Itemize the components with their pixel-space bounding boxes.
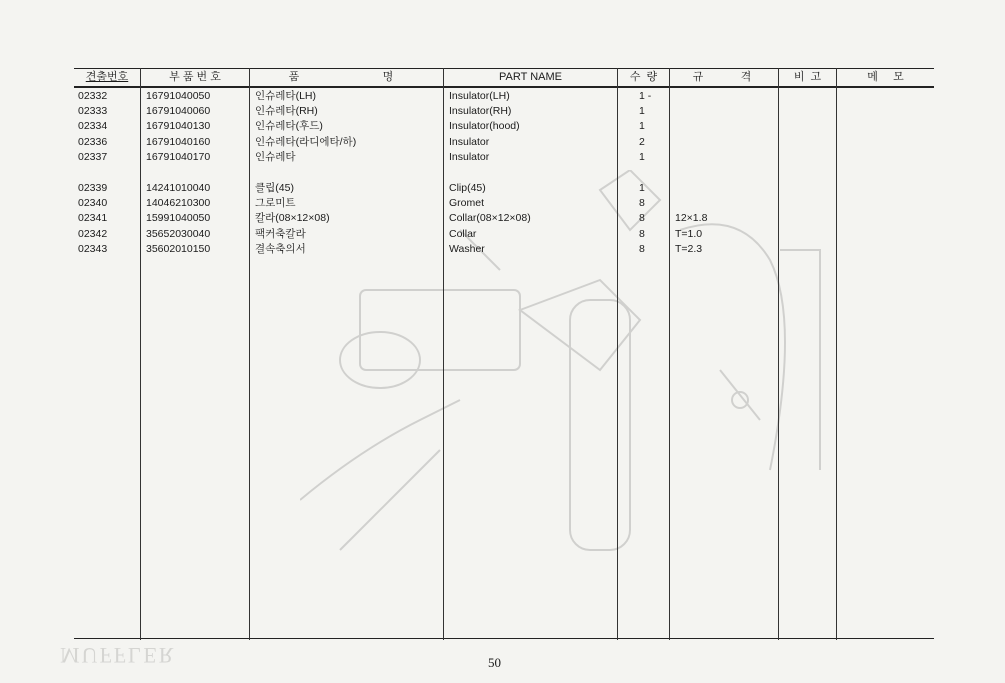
cell-qty: 8	[639, 228, 645, 240]
cell-qty: 2	[639, 136, 645, 148]
cell-spec: T=1.0	[675, 228, 703, 240]
cell-qty: 1	[639, 182, 645, 194]
cell-part-name: Insulator(LH)	[449, 90, 510, 102]
cell-name-ko: 팩커축칼라	[255, 228, 306, 240]
cell-qty: 1	[639, 120, 645, 132]
cell-part-name: Collar(08×12×08)	[449, 212, 531, 224]
cell-name-ko: 인슈레타(라디에타/하)	[255, 136, 357, 148]
cell-spec: 12×1.8	[675, 212, 708, 224]
cell-ref-no: 02343	[78, 243, 108, 255]
cell-part-no: 16791040060	[146, 105, 211, 117]
cell-part-name: Gromet	[449, 197, 485, 209]
cell-name-ko: 칼라(08×12×08)	[255, 212, 330, 224]
cell-part-no: 15991040050	[146, 212, 211, 224]
cell-qty: 8	[639, 197, 645, 209]
cell-part-no: 16791040160	[146, 136, 211, 148]
cell-part-no: 16791040050	[146, 90, 211, 102]
cell-name-ko: 인슈레타(RH)	[255, 105, 318, 117]
cell-ref-no: 02337	[78, 151, 108, 163]
header-spec-1: 규	[692, 71, 704, 83]
cell-name-ko: 인슈레타(LH)	[255, 90, 316, 102]
cell-ref-no: 02333	[78, 105, 108, 117]
cell-spec: T=2.3	[675, 243, 703, 255]
cell-qty: 8	[639, 243, 645, 255]
header-memo: 메 모	[867, 71, 904, 83]
cell-part-name: Washer	[449, 243, 485, 255]
column-divider	[140, 68, 141, 640]
cell-qty: 1	[639, 105, 645, 117]
header-bottom-rule	[74, 86, 934, 88]
header-part-no: 부 품 번 호	[169, 71, 221, 83]
cell-part-name: Insulator	[449, 136, 490, 148]
cell-part-no: 14241010040	[146, 182, 211, 194]
cell-name-ko: 클립(45)	[255, 182, 294, 194]
cell-ref-no: 02342	[78, 228, 108, 240]
cell-name-ko: 인슈레타	[255, 151, 296, 163]
header-part-name: PART NAME	[499, 71, 562, 83]
header-qty: 수 량	[629, 71, 658, 83]
cell-part-no: 14046210300	[146, 197, 211, 209]
cell-name-ko: 그로미트	[255, 197, 296, 209]
column-divider	[443, 68, 444, 640]
column-divider	[836, 68, 837, 640]
header-name-ko-2: 명	[382, 71, 394, 83]
table-bottom-rule	[74, 638, 934, 639]
page-number: 50	[488, 655, 501, 670]
column-divider	[778, 68, 779, 640]
cell-ref-no: 02332	[78, 90, 108, 102]
header-name-ko-1: 품	[288, 71, 300, 83]
header-ref-no: 견출번호	[85, 71, 129, 83]
cell-name-ko: 결속축의서	[255, 243, 306, 255]
cell-part-no: 16791040130	[146, 120, 211, 132]
cell-part-name: Insulator(hood)	[449, 120, 520, 132]
cell-part-name: Insulator(RH)	[449, 105, 512, 117]
header-spec-2: 격	[740, 71, 752, 83]
cell-part-no: 35652030040	[146, 228, 211, 240]
cell-part-no: 16791040170	[146, 151, 211, 163]
cell-ref-no: 02340	[78, 197, 108, 209]
bleed-through-text: MUFFLER	[60, 643, 176, 668]
column-divider	[249, 68, 250, 640]
cell-part-name: Clip(45)	[449, 182, 486, 194]
cell-part-name: Collar	[449, 228, 477, 240]
cell-ref-no: 02341	[78, 212, 108, 224]
cell-qty: 1 -	[639, 90, 652, 102]
cell-qty: 8	[639, 212, 645, 224]
cell-ref-no: 02334	[78, 120, 108, 132]
header-remark: 비 고	[793, 71, 822, 83]
column-divider	[669, 68, 670, 640]
cell-qty: 1	[639, 151, 645, 163]
cell-part-no: 35602010150	[146, 243, 211, 255]
cell-ref-no: 02339	[78, 182, 108, 194]
cell-part-name: Insulator	[449, 151, 490, 163]
column-divider	[617, 68, 618, 640]
cell-ref-no: 02336	[78, 136, 108, 148]
background-diagram	[300, 170, 860, 570]
cell-name-ko: 인슈레타(후드)	[255, 120, 323, 132]
